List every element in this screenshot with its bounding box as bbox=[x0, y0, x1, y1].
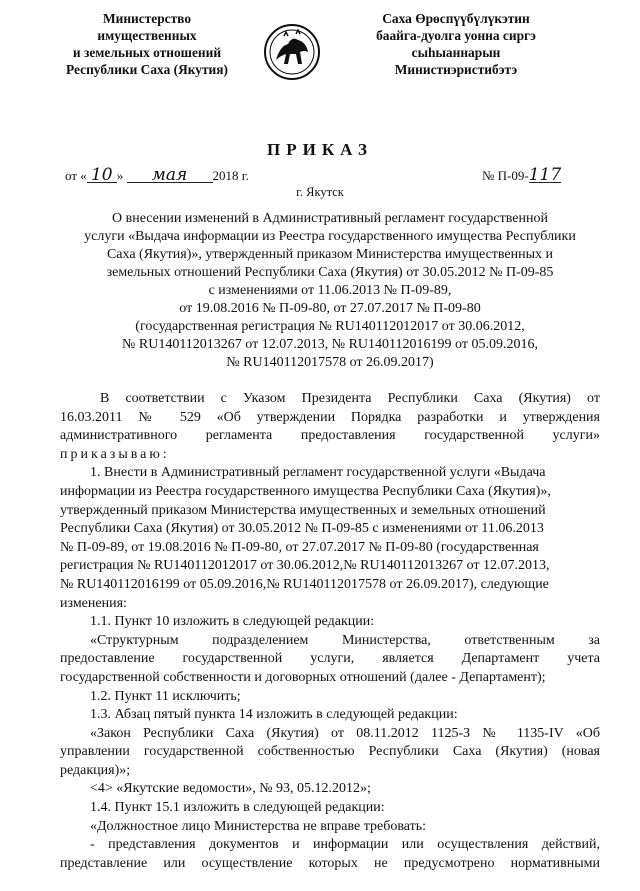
date-day-handwritten: 10 bbox=[87, 168, 117, 183]
order-subject: О внесении изменений в Административный регламент государственной услуги «Выдача информации из Реестра государственного имущества Республики Саха (Якутия)», утвержденный приказом Министерства имущественных и земельных отношений Республики Саха (Якутия) от 30.05.2012 № П-09-85 с изменениями от 11.06.2013 № П-09-89, от 19.08.2016 № П-09-80, от 27.07.2017 № П-09-80 (государственная регистрация № RU140112012017 от 30.06.2012, № RU140112013267 от 12.07.2013, № RU140112016199 от 05.09.2016, № RU140112017578 от 26.09.2017) bbox=[84, 211, 576, 370]
date-month-handwritten: мая bbox=[127, 168, 213, 183]
preamble-line: В соответствии с Указом Президента Республики Саха (Якутия) от bbox=[100, 391, 600, 406]
quote-1-1-line: «Структурным подразделением Министерства, ответственным за bbox=[90, 632, 600, 648]
quote-1-3-line: управлении государственной собственностью Республики Саха (Якутия) (новая bbox=[60, 744, 600, 760]
quote-1-4-line: «Должностное лицо Министерства не вправе требовать: bbox=[90, 818, 427, 834]
city: г. Якутск bbox=[296, 185, 344, 199]
preamble-line: административного регламента предоставления государственной услуги» bbox=[60, 428, 600, 444]
document-title: ПРИКАЗ bbox=[267, 140, 373, 159]
item-1-2: 1.2. Пункт 11 исключить; bbox=[90, 688, 241, 704]
item-1-line: № П-09-89, от 19.08.2016 № П-09-80, от 27.07.2017 № П-09-80 (государственная bbox=[60, 539, 539, 555]
item-1-line: 1. Внести в Административный регламент государственной услуги «Выдача bbox=[90, 465, 546, 481]
quote-1-4-line: - представления документов и информации или осуществления действий, bbox=[90, 837, 600, 853]
item-1-3: 1.3. Абзац пятый пункта 14 изложить в следующей редакции: bbox=[90, 707, 458, 723]
number-handwritten: 117 bbox=[528, 165, 562, 185]
quote-1-3-line: «Закон Республики Саха (Якутия) от 08.11.2012 1125-З № 1135-IV «Об bbox=[90, 725, 600, 741]
order-date: от « 10 » мая 2018 г. bbox=[65, 165, 249, 185]
order-word: приказываю: bbox=[60, 446, 170, 462]
coat-of-arms-emblem bbox=[262, 22, 322, 82]
item-1-line: регистрация № RU140112012017 от 30.06.2012,№ RU140112013267 от 12.07.2013, bbox=[60, 558, 550, 574]
quote-1-1-line: государственной собственности и договорных отношений (далее - Департамент); bbox=[60, 669, 546, 685]
quote-1-1-line: предоставление государственной услуги, является Департамент учета bbox=[60, 651, 600, 667]
item-1-line: Республики Саха (Якутия) от 30.05.2012 № П-09-85 с изменениями от 11.06.2013 bbox=[60, 521, 544, 537]
preamble-line: 16.03.2011 № 529 «Об утверждении Порядка разработки и утверждения bbox=[60, 409, 600, 425]
item-1-line: № RU140112016199 от 05.09.2016,№ RU140112017578 от 26.09.2017), следующие bbox=[60, 576, 549, 592]
quote-1-3-line: редакция)»; bbox=[60, 762, 131, 778]
item-1-1: 1.1. Пункт 10 изложить в следующей редакции: bbox=[90, 614, 375, 630]
footnote-line: <4> «Якутские ведомости», № 93, 05.12.2012»; bbox=[90, 781, 371, 797]
item-1-line: информации из Реестра государственного имущества Республики Саха (Якутия)», bbox=[60, 483, 551, 499]
item-1-line: утвержденный приказом Министерства имущественных и земельных отношений bbox=[60, 502, 546, 518]
ministry-name-russian: Министерство имущественных и земельных отношений Республики Саха (Якутия) bbox=[66, 11, 228, 77]
order-number: № П-09-117 bbox=[482, 165, 562, 185]
quote-1-4-line: представление или осуществление которых не предусмотрено нормативными bbox=[60, 855, 600, 871]
item-1-4: 1.4. Пункт 15.1 изложить в следующей редакции: bbox=[90, 800, 385, 816]
ministry-name-yakut: Саха Өрөспүүбүлүкэтин баайга-дуолга уонна сиргэ сыһыаннарын Министиэристибэтэ bbox=[376, 11, 536, 77]
order-body bbox=[60, 390, 600, 873]
item-1-line: изменения: bbox=[60, 595, 127, 611]
